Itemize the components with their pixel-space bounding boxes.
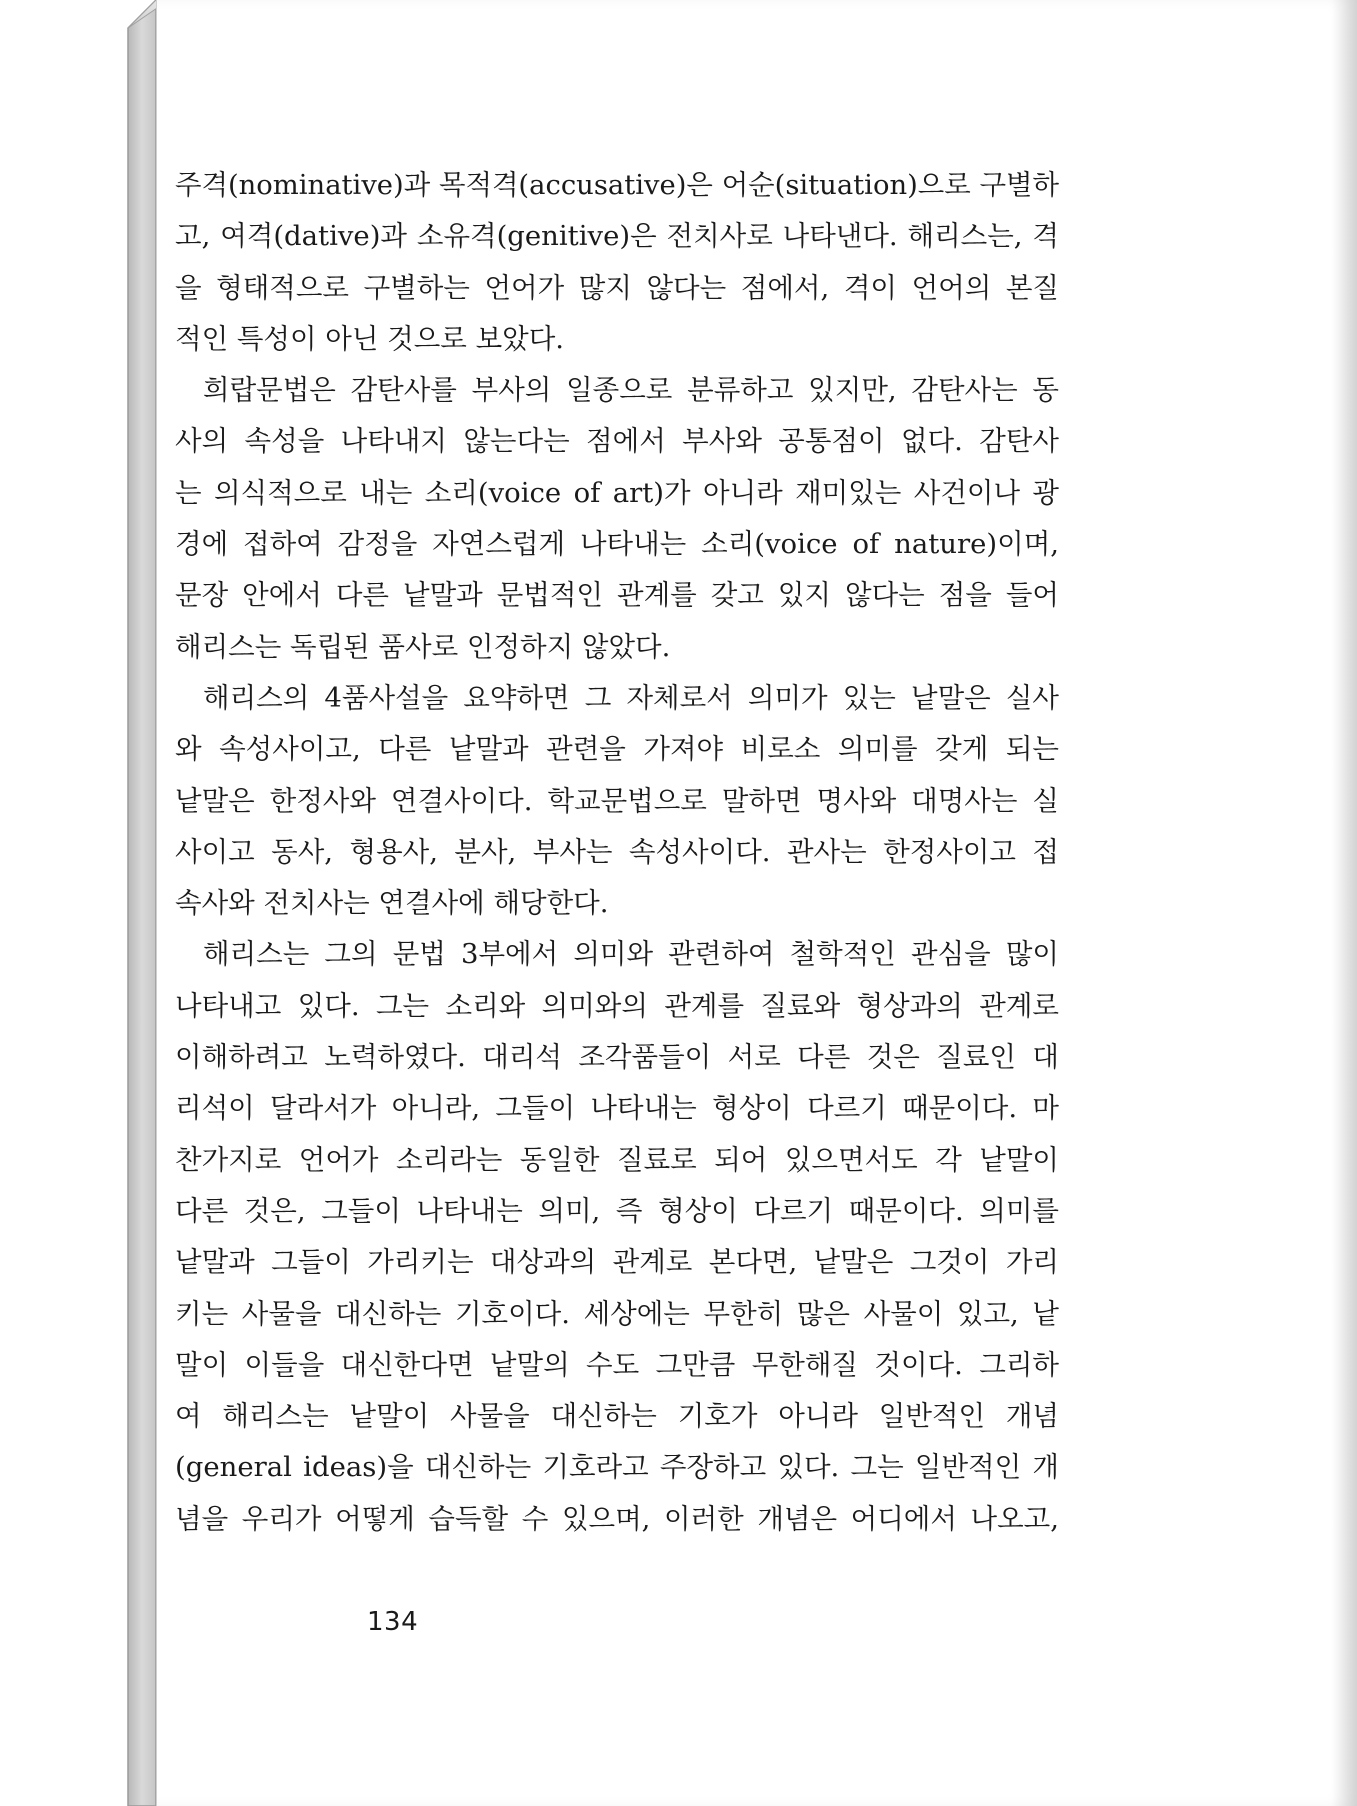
text-line: 을 형태적으로 구별하는 언어가 많지 않다는 점에서, 격이 언어의 본질 [175,271,1059,304]
paragraph-3 [175,673,1059,929]
text-line: 낱말은 한정사와 연결사이다. 학교문법으로 말하면 명사와 대명사는 실 [175,784,1059,817]
text-line: 는 의식적으로 내는 소리(voice of art)가 아니라 재미있는 사건이나 광 [175,476,1059,509]
text-line: 나타내고 있다. 그는 소리와 의미와의 관계를 질료와 형상과의 관계로 [175,989,1059,1022]
page-edge-shadow [1332,0,1357,1806]
text-line: 낱말과 그들이 가리키는 대상과의 관계로 본다면, 낱말은 그것이 가리 [175,1246,1059,1279]
page-number: 134 [367,1607,419,1637]
paragraph-2 [175,365,1059,673]
paragraph-1 [175,160,1059,365]
text-line: 다른 것은, 그들이 나타내는 의미, 즉 형상이 다르기 때문이다. 의미를 [175,1194,1059,1227]
body-text [175,160,1059,1545]
text-line: 속사와 전치사는 연결사에 해당한다. [175,887,609,920]
text-line: 이해하려고 노력하였다. 대리석 조각품들이 서로 다른 것은 질료인 대 [175,1041,1059,1074]
text-line: 해리스는 독립된 품사로 인정하지 않았다. [175,630,671,663]
text-line: 사이고 동사, 형용사, 분사, 부사는 속성사이다. 관사는 한정사이고 접 [175,835,1059,868]
text-line: 고, 여격(dative)과 소유격(genitive)은 전치사로 나타낸다. 해리스는, 격 [175,220,1059,253]
text-line: 키는 사물을 대신하는 기호이다. 세상에는 무한히 많은 사물이 있고, 낱 [175,1297,1059,1330]
text-line: 적인 특성이 아닌 것으로 보았다. [175,322,565,355]
text-line: 여 해리스는 낱말이 사물을 대신하는 기호가 아니라 일반적인 개념 [175,1400,1059,1433]
text-line: 념을 우리가 어떻게 습득할 수 있으며, 이러한 개념은 어디에서 나오고, [175,1502,1059,1535]
text-line: 와 속성사이고, 다른 낱말과 관련을 가져야 비로소 의미를 갖게 되는 [175,733,1059,766]
text-line: 주격(nominative)과 목적격(accusative)은 어순(situation)으로 구별하 [175,170,1059,201]
text-line: 사의 속성을 나타내지 않는다는 점에서 부사와 공통점이 없다. 감탄사 [175,425,1059,458]
text-line: 경에 접하여 감정을 자연스럽게 나타내는 소리(voice of nature)이며, [175,528,1059,561]
paragraph-4 [175,929,1059,1545]
text-line: 해리스의 4품사설을 요약하면 그 자체로서 의미가 있는 낱말은 실사 [203,681,1059,714]
text-line: 리석이 달라서가 아니라, 그들이 나타내는 형상이 다르기 때문이다. 마 [175,1092,1059,1125]
text-line: 찬가지로 언어가 소리라는 동일한 질료로 되어 있으면서도 각 낱말이 [175,1143,1059,1176]
text-line: 해리스는 그의 문법 3부에서 의미와 관련하여 철학적인 관심을 많이 [203,938,1059,971]
text-line: (general ideas)을 대신하는 기호라고 주장하고 있다. 그는 일반적인 개 [175,1451,1059,1484]
text-line: 문장 안에서 다른 낱말과 문법적인 관계를 갖고 있지 않다는 점을 들어 [175,579,1059,612]
text-line: 말이 이들을 대신한다면 낱말의 수도 그만큼 무한해질 것이다. 그리하 [175,1348,1059,1381]
text-line: 희랍문법은 감탄사를 부사의 일종으로 분류하고 있지만, 감탄사는 동 [203,374,1059,407]
